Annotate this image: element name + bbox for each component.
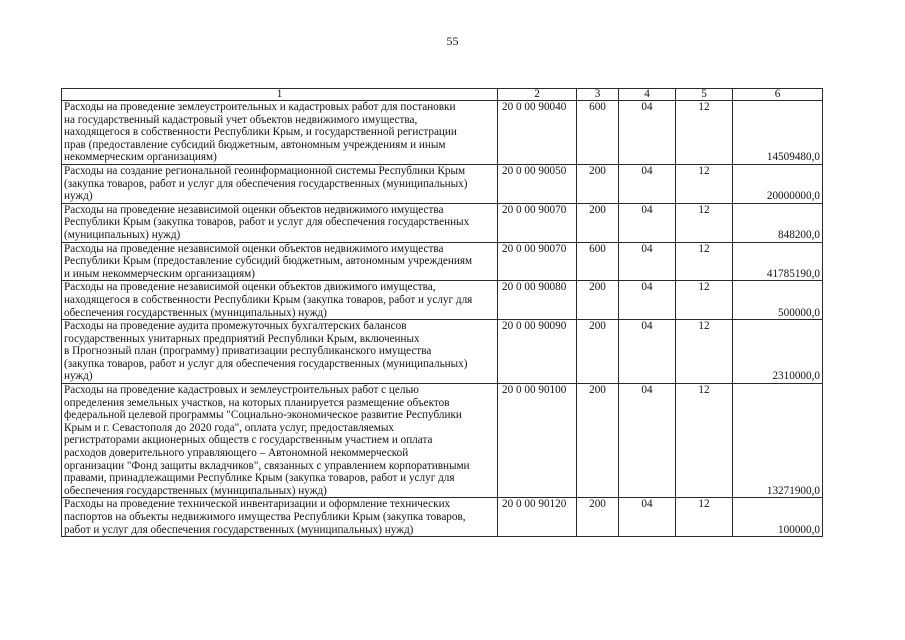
- target-code: 20 0 00 90100: [498, 384, 577, 498]
- table-row: [62, 498, 823, 537]
- expense-type-code: 200: [577, 164, 619, 203]
- description-line: (закупка товаров, работ и услуг для обеспечения государственных (муниципальных): [64, 357, 468, 370]
- target-code: 20 0 00 90090: [498, 320, 577, 384]
- table-row: [62, 384, 823, 498]
- description-line: федеральной целевой программы "Социально-экономическое развитие Республики: [64, 409, 462, 422]
- target-code: 20 0 00 90120: [498, 498, 577, 537]
- column-header: 5: [676, 89, 733, 101]
- description-line: обеспечения государственных (муниципальных) нужд): [64, 306, 327, 319]
- amount: 500000,0: [733, 281, 823, 320]
- target-code: 20 0 00 90070: [498, 203, 577, 242]
- section-code: 04: [619, 101, 676, 165]
- description-line: Расходы на проведение независимой оценки объектов недвижимого имущества: [64, 203, 444, 216]
- section-code: 04: [619, 203, 676, 242]
- subsection-code: 12: [676, 203, 733, 242]
- subsection-code: 12: [676, 384, 733, 498]
- page-number: 55: [446, 34, 459, 48]
- table-row: [62, 281, 823, 320]
- amount: 13271900,0: [733, 384, 823, 498]
- expense-description: [62, 203, 498, 242]
- section-code: 04: [619, 164, 676, 203]
- expense-description: [62, 498, 498, 537]
- section-code: 04: [619, 498, 676, 537]
- subsection-code: 12: [676, 164, 733, 203]
- description-line: нужд): [64, 190, 93, 203]
- subsection-code: 12: [676, 242, 733, 281]
- expense-type-code: 200: [577, 320, 619, 384]
- amount: 41785190,0: [733, 242, 823, 281]
- table-row: [62, 164, 823, 203]
- description-line: прав (предоставление субсидий бюджетным, автономным учреждениям и иным: [64, 138, 446, 151]
- description-line: Республики Крым (предоставление субсидий бюджетным, автономным учреждениям: [64, 255, 473, 268]
- description-line: Республики Крым (закупка товаров, работ и услуг для обеспечения государственных: [64, 216, 470, 229]
- expense-description: [62, 164, 498, 203]
- column-header: 6: [733, 89, 823, 101]
- description-line: Расходы на проведение кадастровых и землеустроительных работ с целью: [64, 384, 419, 397]
- description-line: (муниципальных) нужд): [64, 228, 181, 241]
- column-header: 2: [498, 89, 577, 101]
- expense-description: [62, 281, 498, 320]
- expense-type-code: 200: [577, 203, 619, 242]
- subsection-code: 12: [676, 101, 733, 165]
- budget-table: [61, 88, 823, 537]
- section-code: 04: [619, 320, 676, 384]
- expense-type-code: 200: [577, 281, 619, 320]
- table-row: [62, 242, 823, 281]
- description-line: Расходы на проведение независимой оценки объектов недвижимого имущества: [64, 242, 444, 255]
- description-line: государственных унитарных предприятий Республики Крым, включенных: [64, 332, 420, 345]
- target-code: 20 0 00 90040: [498, 101, 577, 165]
- subsection-code: 12: [676, 498, 733, 537]
- target-code: 20 0 00 90070: [498, 242, 577, 281]
- amount: 2310000,0: [733, 320, 823, 384]
- description-line: организации "Фонд защиты вкладчиков", связанных с управлением корпоративными: [64, 459, 470, 472]
- description-line: определения земельных участков, на которых планируется размещение объектов: [64, 396, 450, 409]
- description-line: Расходы на проведение землеустроительных и кадастровых работ для постановки: [64, 101, 456, 113]
- amount: 14509480,0: [733, 101, 823, 165]
- description-line: паспортов на объекты недвижимого имущества Республики Крым (закупка товаров,: [64, 511, 466, 523]
- section-code: 04: [619, 242, 676, 281]
- amount: 20000000,0: [733, 164, 823, 203]
- column-header: 1: [62, 89, 498, 101]
- description-line: на государственный кадастровый учет объектов недвижимого имущества,: [64, 113, 418, 126]
- description-line: Крым и г. Севастополя до 2020 года", оплата услуг, предоставляемых: [64, 421, 394, 434]
- column-header: 4: [619, 89, 676, 101]
- description-line: Расходы на проведение технической инвентаризации и оформление технических: [64, 498, 451, 511]
- description-line: обеспечения государственных (муниципальных) нужд): [64, 484, 327, 497]
- column-header-row: [62, 89, 823, 101]
- description-line: правами, принадлежащими Республике Крым (закупка товаров, работ и услуг для: [64, 472, 455, 485]
- description-line: Расходы на проведение независимой оценки объектов движимого имущества,: [64, 281, 436, 294]
- expense-type-code: 200: [577, 384, 619, 498]
- expense-description: [62, 101, 498, 165]
- description-line: и иным некоммерческим организациям): [64, 267, 255, 280]
- description-line: в Прогнозный план (программу) приватизации республиканского имущества: [64, 345, 432, 358]
- subsection-code: 12: [676, 281, 733, 320]
- expense-description: [62, 384, 498, 498]
- target-code: 20 0 00 90050: [498, 164, 577, 203]
- description-line: (закупка товаров, работ и услуг для обеспечения государственных (муниципальных): [64, 177, 468, 190]
- expense-type-code: 600: [577, 242, 619, 281]
- table-row: [62, 320, 823, 384]
- expense-description: [62, 320, 498, 384]
- subsection-code: 12: [676, 320, 733, 384]
- amount: 100000,0: [733, 498, 823, 537]
- amount: 848200,0: [733, 203, 823, 242]
- description-line: находящегося в собственности Республики Крым (закупка товаров, работ и услуг для: [64, 293, 473, 306]
- description-line: расходов доверительного управляющего – Автономной некоммерческой: [64, 447, 409, 460]
- expense-description: [62, 242, 498, 281]
- expense-type-code: 200: [577, 498, 619, 537]
- description-line: Расходы на создание региональной геоинформационной системы Республики Крым: [64, 164, 466, 177]
- expense-type-code: 600: [577, 101, 619, 165]
- description-line: нужд): [64, 370, 93, 383]
- column-header: 3: [577, 89, 619, 101]
- description-line: работ и услуг для обеспечения государственных (муниципальных) нужд): [64, 523, 414, 536]
- section-code: 04: [619, 281, 676, 320]
- description-line: Расходы на проведение аудита промежуточных бухгалтерских балансов: [64, 320, 407, 333]
- table-row: [62, 203, 823, 242]
- target-code: 20 0 00 90080: [498, 281, 577, 320]
- description-line: некоммерческим организациям): [64, 151, 217, 164]
- section-code: 04: [619, 384, 676, 498]
- description-line: регистраторами акционерных обществ с государственным участием и оплата: [64, 434, 433, 447]
- table-row: [62, 101, 823, 165]
- description-line: находящегося в собственности Республики Крым, и государственной регистрации: [64, 126, 457, 139]
